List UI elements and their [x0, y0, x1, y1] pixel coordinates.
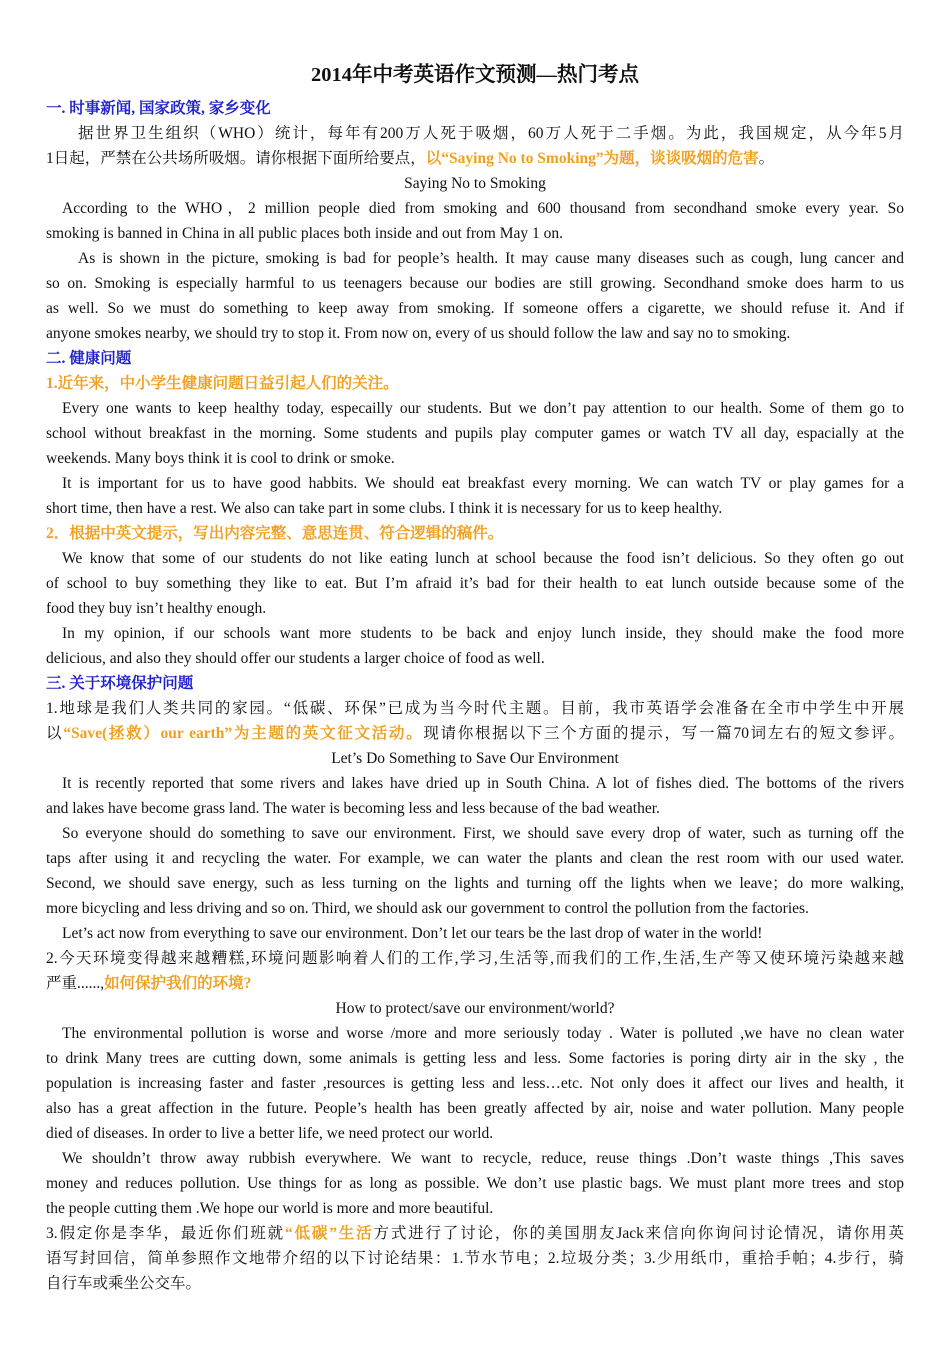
- highlighted-topic: “低碳”生活: [284, 1225, 374, 1242]
- essay-title: Saying No to Smoking: [404, 175, 546, 192]
- essay-line: more bicycling and less driving and so on. Third, we should ask our government to control the pollution from the factories.: [46, 900, 809, 917]
- subtopic-heading: 2．根据中英文提示，写出内容完整、意思连贯、符合逻辑的稿件。: [46, 525, 504, 542]
- prompt-text: 据世界卫生组织（WHO）统计，每年有200万人死于吸烟，60万人死于二手烟。为此，我国规定，从今年5月: [78, 125, 904, 142]
- essay-line: According to the WHO，2 million people died from smoking and 600 thousand from secondhand smoke every year. So: [62, 200, 904, 217]
- essay-line: also has a great affection in the future. People’s health has been greatly affected by air, noise and water pollution. Many people: [46, 1100, 904, 1117]
- prompt-text: 严重......,如何保护我们的环境?: [46, 975, 252, 992]
- prompt-text: 自行车或乘坐公交车。: [46, 1275, 202, 1292]
- essay-line: We shouldn’t throw away rubbish everywhere. We want to recycle, reduce, reuse things .Don’t waste things ,This saves: [62, 1150, 904, 1167]
- essay-line: taps after using it and recycling the water. For example, we can water the plants and clean the rest room with our used water.: [46, 850, 904, 867]
- essay-line: It is recently reported that some rivers and lakes have dried up in South China. A lot of fishes died. The bottoms of the rivers: [62, 775, 904, 792]
- essay-line: It is important for us to have good habbits. We should eat breakfast every morning. We can watch TV or play games for a: [62, 475, 904, 492]
- highlighted-topic: 如何保护我们的环境?: [104, 975, 252, 992]
- essay-line: delicious, and also they should offer our students a larger choice of food as well.: [46, 650, 545, 667]
- essay-line: and lakes have become grass land. The water is becoming less and less because of the bad weather.: [46, 800, 660, 817]
- highlighted-topic: “Save(拯救）our earth”为主题的英文征文活动。: [63, 725, 424, 742]
- essay-line: Every one wants to keep healthy today, especailly our students. But we don’t pay attention to our health. Some of them go to: [62, 400, 904, 417]
- prompt-text: 2.今天环境变得越来越糟糕,环境问题影响着人们的工作,学习,生活等,而我们的工作,生活,生产等又使环境污染越来越: [46, 950, 904, 967]
- section-heading-news: 一. 时事新闻, 国家政策, 家乡变化: [46, 100, 271, 117]
- essay-line: We know that some of our students do not like eating lunch at school because the food isn’t delicious. So they often go out: [62, 550, 904, 567]
- essay-line: short time, then have a rest. We also can take part in some clubs. I think it is necessary for us to keep healthy.: [46, 500, 723, 517]
- page-title: 2014年中考英语作文预测—热门考点: [311, 64, 639, 86]
- essay-line: so on. Smoking is especially harmful to us teenagers because our bodies are still growing. Secondhand smoke does harm to us: [46, 275, 904, 292]
- essay-line: as well. So we must do something to keep away from smoking. If someone offers a cigarette, we should refuse it. And if: [46, 300, 904, 317]
- prompt-text: 语写封回信，简单参照作文地带介绍的以下讨论结果：1.节水节电；2.垃圾分类；3.少用纸巾，重拾手帕；4.步行，骑: [46, 1250, 904, 1267]
- highlighted-topic: 以“Saying No to Smoking”为题，谈谈吸烟的危害: [425, 150, 759, 167]
- essay-line: Let’s act now from everything to save our environment. Don’t let our tears be the last drop of water in the world!: [62, 925, 763, 942]
- prompt-text: 1日起，严禁在公共场所吸烟。请你根据下面所给要点，以“Saying No to Smoking”为题，谈谈吸烟的危害。: [46, 150, 775, 167]
- essay-line: The environmental pollution is worse and worse /more and more seriously today . Water is polluted ,we have no clean water: [62, 1025, 904, 1042]
- essay-title: How to protect/save our environment/world?: [335, 1000, 615, 1017]
- essay-line: the people cutting them .We hope our world is more and more beautiful.: [46, 1200, 494, 1217]
- essay-line: So everyone should do something to save our environment. First, we should save every drop of water, such as turning off the: [62, 825, 904, 842]
- essay-title: Let’s Do Something to Save Our Environment: [331, 750, 619, 767]
- essay-line: food they buy isn’t healthy enough.: [46, 600, 267, 617]
- essay-line: population is increasing faster and faster ,resources is getting less and less…etc. Not only does it affect our lives and health, it: [46, 1075, 904, 1092]
- section-heading-health: 二. 健康问题: [46, 350, 132, 367]
- section-heading-environment: 三. 关于环境保护问题: [46, 675, 194, 692]
- essay-line: Second, we should save energy, such as less turning on the lights and turning off the lights when we leave；do more walking,: [46, 875, 904, 892]
- essay-line: to drink Many trees are cutting down, some animals is getting less and less. Some factories is poring dirty air in the sky , the: [46, 1050, 904, 1067]
- essay-line: In my opinion, if our schools want more students to be back and enjoy lunch inside, they should make the food more: [62, 625, 904, 642]
- essay-line: money and reduces pollution. Use things for as long as possible. We don’t use plastic bags. We must plant more trees and stop: [46, 1175, 904, 1192]
- essay-line: of school to buy something they like to eat. But I’m afraid it’s bad for their health to eat lunch outside because some of the: [46, 575, 904, 592]
- essay-line: died of diseases. In order to live a better life, we need protect our world.: [46, 1125, 494, 1142]
- prompt-text: 3.假定你是李华，最近你们班就“低碳”生活方式进行了讨论，你的美国朋友Jack来信向你询问讨论情况，请你用英: [46, 1225, 904, 1242]
- essay-line: school without breakfast in the morning. Some students and pupils play computer games or watch TV all day, espacially at the: [46, 425, 904, 442]
- subtopic-heading: 1.近年来，中小学生健康问题日益引起人们的关注。: [46, 375, 399, 392]
- essay-line: smoking is banned in China in all public places both inside and out from May 1 on.: [46, 225, 564, 242]
- prompt-text: 1.地球是我们人类共同的家园。“低碳、环保”已成为当今时代主题。目前，我市英语学会准备在全市中学生中开展: [46, 700, 904, 717]
- essay-line: As is shown in the picture, smoking is bad for people’s health. It may cause many diseases such as cough, lung cancer and: [78, 250, 904, 267]
- essay-line: anyone smokes nearby, we should try to stop it. From now on, every of us should follow the law and say no to smoking.: [46, 325, 791, 342]
- prompt-text: 以“Save(拯救）our earth”为主题的英文征文活动。现请你根据以下三个方面的提示，写一篇70词左右的短文参评。: [46, 725, 904, 742]
- essay-line: weekends. Many boys think it is cool to drink or smoke.: [46, 450, 395, 467]
